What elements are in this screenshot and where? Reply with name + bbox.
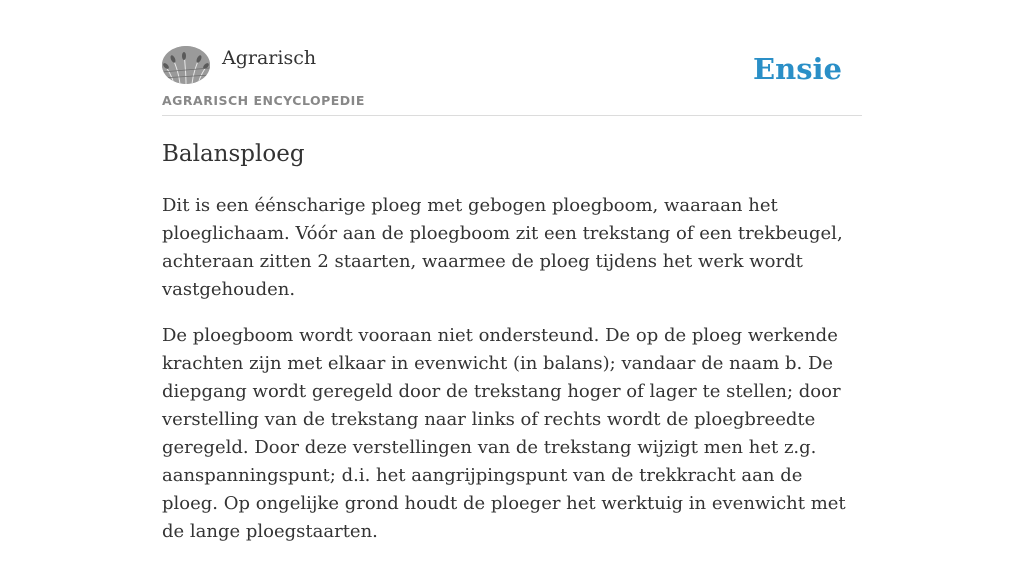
wheat-icon[interactable] (162, 46, 210, 84)
encyclopedia-subtitle[interactable]: AGRARISCH ENCYCLOPEDIE (162, 93, 365, 108)
brand-logo[interactable]: Ensie (753, 52, 842, 86)
page-title: Balansploeg (162, 141, 305, 167)
header (162, 0, 862, 116)
article-paragraph: De ploegboom wordt vooraan niet ondersteund. De op de ploeg werkende krachten zijn met elkaar in evenwicht (in balans); vandaar de naam b. De diepgang wordt geregeld door de trekstang hoger of lager te stellen; door verstelling van de trekstang naar links of rechts wordt de ploegbreedte geregeld. Door deze verstellingen van de trekstang wijzigt men het z.g. aanspanningspunt; d.i. het aangrijpingspunt van de trekkracht aan de ploeg. Op ongelijke grond houdt de ploeger het werktuig in evenwicht met de lange ploegstaarten. (162, 325, 846, 542)
page (162, 0, 862, 542)
category-link[interactable]: Agrarisch (222, 47, 317, 69)
article-paragraph: Dit is een éénscharige ploeg met gebogen ploegboom, waaraan het ploeglichaam. Vóór aan de ploegboom zit een trekstang of een trekbeugel, achteraan zitten 2 staarten, waarmee de ploeg tijdens het werk wordt vastgehouden. (162, 195, 843, 300)
article-body (162, 192, 862, 564)
